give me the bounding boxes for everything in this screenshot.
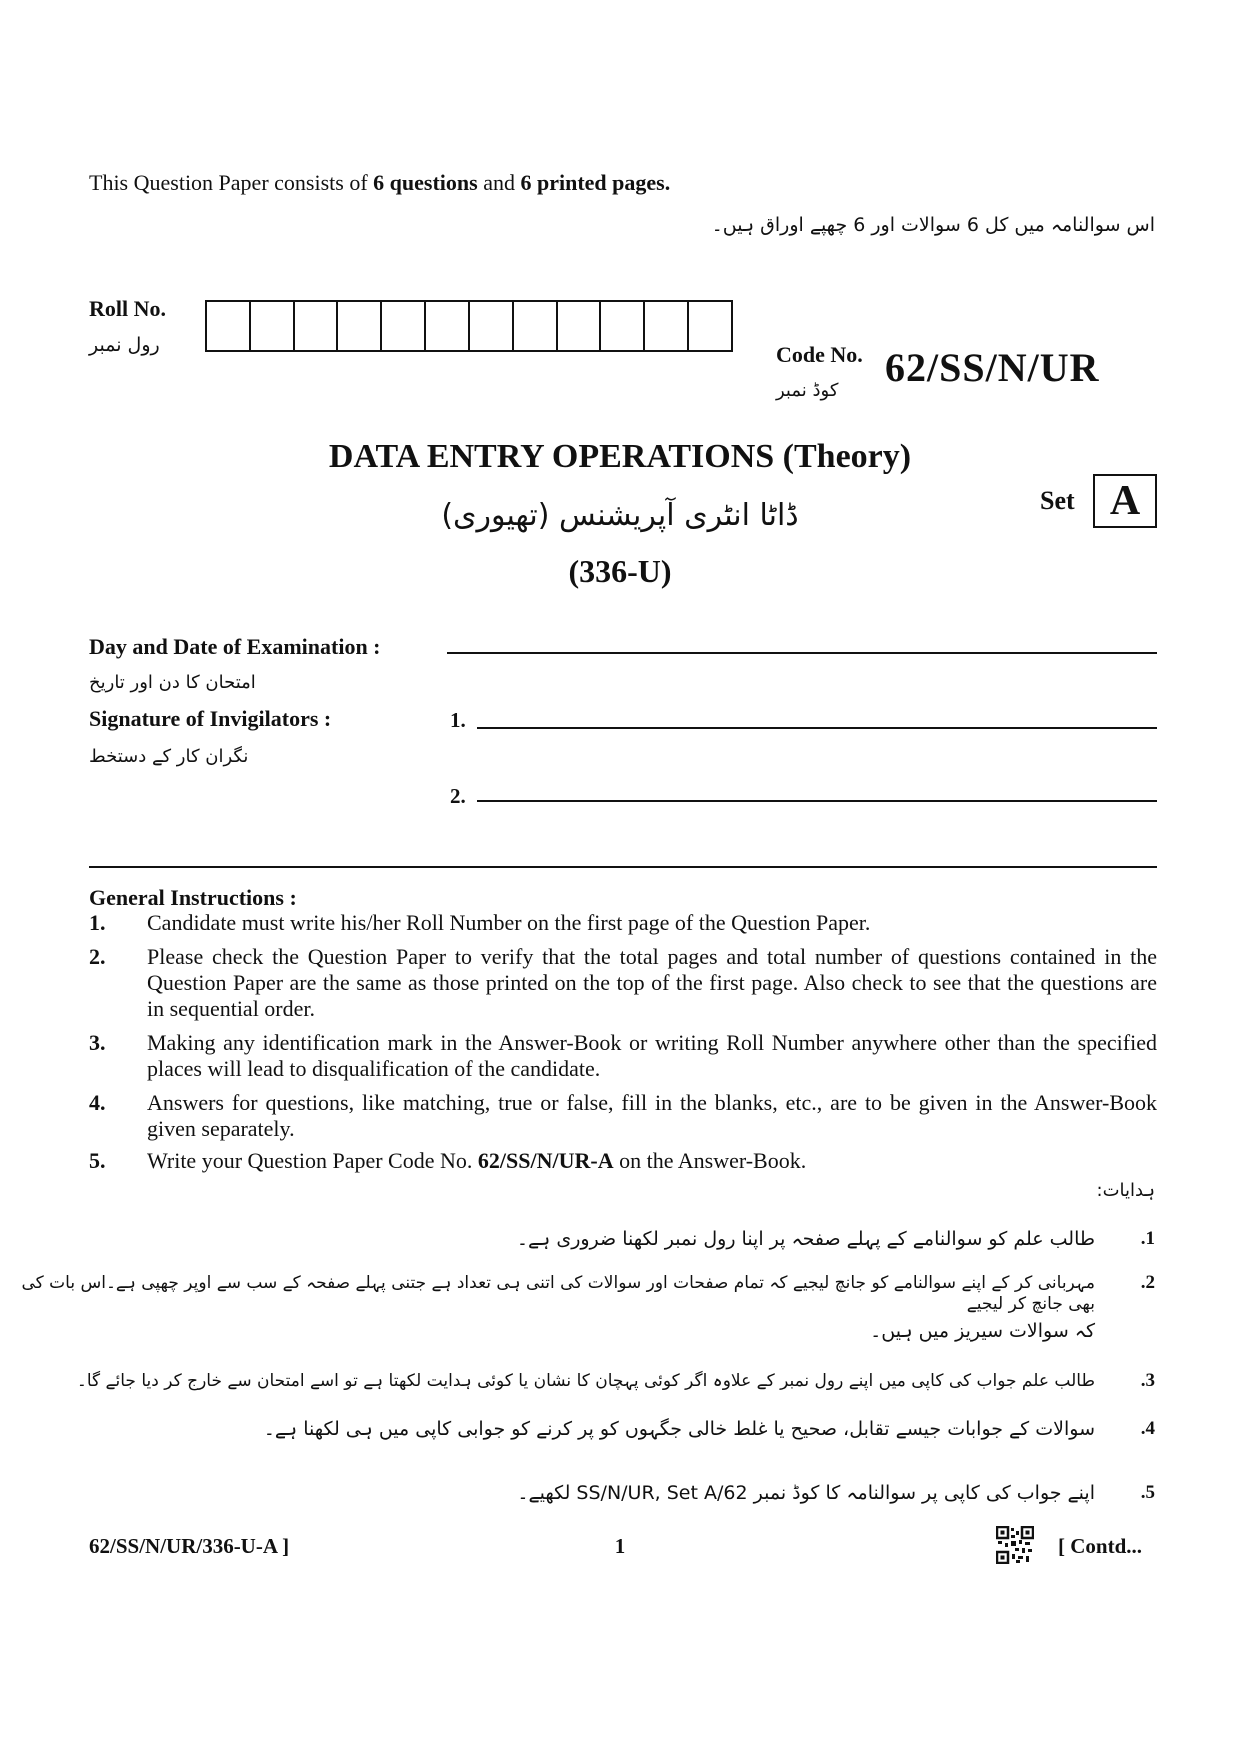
- roll-number-label: Roll No.: [89, 296, 166, 321]
- instruction-text-prefix: Write your Question Paper Code No.: [147, 1148, 478, 1173]
- instruction-text: [147, 1148, 1157, 1174]
- answer-book-code: 62/SS/N/UR-A: [477, 1148, 614, 1173]
- urdu-instruction-number: .1: [1140, 1228, 1155, 1249]
- urdu-instruction-text: مہربانی کر کے اپنے سوالنامے کو جانچ لیجیے کہ تمام صفحات اور سوالات کی اتنی ہی تعداد ہے جتنی پہلے صفحہ کے سب سے اوپر چھپی ہے۔اس بات کی بھی جانچ کر لیجیے: [21, 1273, 1095, 1314]
- instruction-item: [89, 1030, 1157, 1082]
- instruction-text: Please check the Question Paper to verify that the total pages and total number of questions contained in the Question Paper are the same as those printed on the top of the first page. Also check to see that the questions are in sequential order.: [147, 944, 1157, 1021]
- signature-1-field[interactable]: [477, 727, 1157, 729]
- urdu-instruction-text: سوالات کے جوابات جیسے تقابل، صحیح یا غلط خالی جگہوں کو پر کرنے کو جوابی کاپی میں ہی لکھنا ہے۔: [263, 1418, 1095, 1440]
- urdu-instruction-number: .2: [1140, 1272, 1155, 1293]
- roll-digit-box[interactable]: [382, 302, 426, 350]
- code-number-label: Code No.: [776, 342, 863, 367]
- roll-digit-box[interactable]: [645, 302, 689, 350]
- footer-paper-code: 62/SS/N/UR/336-U-A ]: [89, 1534, 290, 1558]
- instruction-number: 5.: [89, 1148, 106, 1173]
- urdu-instruction-text: طالب علم کو سوالنامے کے پہلے صفحہ پر اپنا رول نمبر لکھنا ضروری ہے۔: [516, 1228, 1095, 1250]
- summary-questions: 6 questions: [373, 170, 478, 195]
- roll-number-label-urdu: رول نمبر: [89, 334, 160, 356]
- roll-digit-box[interactable]: [514, 302, 558, 350]
- urdu-instruction-item: [264, 1418, 1155, 1440]
- roll-digit-box[interactable]: [338, 302, 382, 350]
- signature-1-number: 1.: [450, 708, 466, 732]
- urdu-instruction-item: [517, 1228, 1155, 1250]
- set-label: Set: [1040, 486, 1075, 515]
- urdu-instructions-heading: ہدایات:: [1096, 1180, 1155, 1201]
- instruction-item: [89, 944, 1157, 1022]
- urdu-instruction-number: .5: [1140, 1482, 1155, 1503]
- summary-and: and: [477, 170, 521, 195]
- urdu-instruction-text-continued: کہ سوالات سیریز میں ہیں۔: [870, 1320, 1095, 1342]
- set-value-box: A: [1093, 474, 1157, 528]
- instruction-item: [89, 1148, 1157, 1174]
- summary-prefix: This Question Paper consists of: [89, 170, 374, 195]
- code-number-value: 62/SS/N/UR: [885, 345, 1100, 390]
- paper-summary: [89, 170, 670, 196]
- roll-digit-box[interactable]: [558, 302, 602, 350]
- roll-digit-box[interactable]: [601, 302, 645, 350]
- roll-digit-box[interactable]: [207, 302, 251, 350]
- urdu-instruction-item: [0, 1272, 1155, 1314]
- urdu-instruction-text: اپنے جواب کی کاپی پر سوالنامہ کا کوڈ نمبر 62/SS/N/UR, Set A لکھیے۔: [517, 1482, 1095, 1504]
- continued-label: [ Contd...: [1058, 1534, 1143, 1558]
- paper-title: DATA ENTRY OPERATIONS (Theory): [328, 438, 912, 475]
- signature-2-field[interactable]: [477, 800, 1157, 802]
- instruction-item: [89, 910, 1157, 936]
- instruction-text-suffix: on the Answer-Book.: [613, 1148, 807, 1173]
- signature-2-number: 2.: [450, 784, 466, 808]
- section-divider: [89, 866, 1157, 868]
- roll-digit-box[interactable]: [426, 302, 470, 350]
- instruction-number: 1.: [89, 910, 106, 935]
- urdu-instruction-number: .3: [1140, 1370, 1155, 1391]
- urdu-instruction-text: طالب علم جواب کی کاپی میں اپنے رول نمبر کے علاوہ اگر کوئی پہچان کا نشان یا کوئی ہدایت لکھتا ہے تو اسے امتحان سے خارج کر دیا جائے گا۔: [76, 1371, 1095, 1391]
- exam-date-field[interactable]: [447, 652, 1157, 654]
- roll-digit-box[interactable]: [295, 302, 339, 350]
- paper-summary-urdu: اس سوالنامہ میں کل 6 سوالات اور 6 چھپے اوراق ہیں۔: [711, 214, 1155, 236]
- urdu-instruction-item: [77, 1370, 1155, 1392]
- general-instructions-heading: General Instructions :: [89, 885, 297, 910]
- summary-pages: 6 printed pages.: [520, 170, 671, 195]
- instruction-item: [89, 1090, 1157, 1142]
- roll-digit-box[interactable]: [251, 302, 295, 350]
- instruction-number: 3.: [89, 1030, 106, 1055]
- instruction-number: 4.: [89, 1090, 106, 1115]
- invigilator-signature-label: Signature of Invigilators :: [89, 706, 332, 731]
- subject-code: (336-U): [568, 553, 672, 589]
- roll-digit-box[interactable]: [689, 302, 731, 350]
- instruction-text: Answers for questions, like matching, true or false, fill in the blanks, etc., are to be given in the Answer-Book given separately.: [147, 1090, 1157, 1141]
- paper-title-urdu: ڈاٹا انٹری آپریشنس (تھیوری): [441, 498, 799, 533]
- page-number: 1: [614, 1534, 626, 1558]
- roll-number-boxes[interactable]: [205, 300, 733, 352]
- urdu-instruction-item: [517, 1482, 1155, 1504]
- instruction-text: Candidate must write his/her Roll Number on the first page of the Question Paper.: [147, 910, 871, 935]
- roll-digit-box[interactable]: [470, 302, 514, 350]
- instruction-number: 2.: [89, 944, 106, 969]
- invigilator-signature-label-urdu: نگران کار کے دستخط: [89, 746, 249, 767]
- exam-date-label-urdu: امتحان کا دن اور تاریخ: [89, 672, 256, 693]
- qr-code-icon: [996, 1526, 1034, 1564]
- urdu-instruction-number: .4: [1140, 1418, 1155, 1439]
- instruction-text: Making any identification mark in the Answer-Book or writing Roll Number anywhere other than the specified places will lead to disqualification of the candidate.: [147, 1030, 1157, 1081]
- code-number-label-urdu: کوڈ نمبر: [776, 380, 839, 401]
- exam-date-label: Day and Date of Examination :: [89, 634, 381, 659]
